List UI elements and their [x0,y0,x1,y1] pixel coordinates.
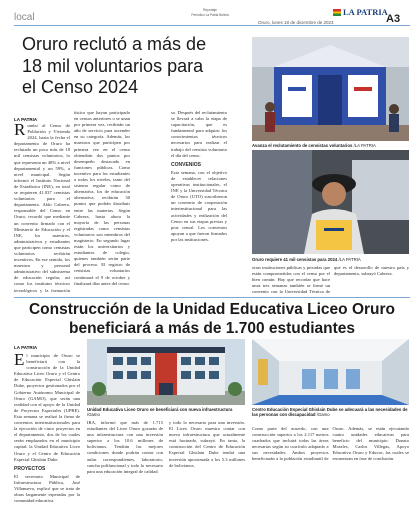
story2-byline: LA PATRIA [14,345,38,350]
story2-column-1-text-2: El secretario Municipal de Infraestructura Pública, José Villanueva, explicó que se trata de obras largamente esperadas por la comunidad educativa. [14,473,80,504]
logo-flag-icon [333,9,341,16]
story1-column-3 [171,110,227,293]
liceo-building-image [87,339,245,405]
story2-column-3-text: y todo lo necesario para una inversión. El Liceo Oruro muestra contar con nueva infraestructura que actualmente está hacinado, subrayó. En tanto, la construcción del Centro de Educación Especial Ghislain Dube tendrá una inversión aproximada a los 5.3 millones de bolivianos. [169,420,245,468]
story2-photo-ghislain-caption [252,407,409,418]
story2-photo-liceo [87,339,245,405]
section-label: local [14,12,35,23]
photo4-caption-text: Centro Educación Especial Ghislain Dube se adecuará a las necesidades de las personas con discapacidad [252,407,408,418]
story1-column-3-text-2: Esta semana, con el objetivo de establecer relaciones operativas institucionales, el INE y la Universidad Técnica de Oruro (UTO) suscribieron un convenio de cooperación interinstitucional para las actividades y realización del Censo en sus etapas previas y post censal. Los convenios apoyan a que fueron firmados por las instituciones. [171,169,227,242]
story1-column-5-text: que es el desarrollo de nuestro país y departamento, subrayó Cabrera. [334,265,409,277]
person-photo-image [252,150,409,254]
story1-column-4-text: otras instituciones públicas y privadas que están comprometidas con el censo por el bien común. Hay que recordar que hace unas tres semanas también se firmó un convenio con la Universidad Técnica de [252,265,330,295]
story2-column-1-text: l municipio de Oruro se beneficiará con la construcción de la Unidad Educativa Liceo Oruro y el Centro de Educación Especial Ghislain Dube, proyectos gestionados por el Gobierno Autónomo Municipal de Oruro (GAMO), que serán una realidad con el apoyo de la Unidad de Proyectos Especiales (UPRE). Esta semana se realizó la firma de convenios interinstitucionales para la ejecución de cinco proyectos en el departamento, dos de los cuales serán emplazados en el municipio capital: la Unidad Educativa Liceo Oruro y el Centro de Educación Especial Ghislain Dube. [14,353,80,462]
story2-proyectos-heading: PROYECTOS [14,465,46,472]
booth-photo-image [252,37,409,141]
photo3-caption-text: Unidad Educativa Liceo Oruro se beneficiará con nueva infraestructura [87,407,233,412]
header-center-line2: Periódico La Patria Bolivia [191,13,229,17]
story2-photo-liceo-caption [87,407,245,418]
header-center-info [184,8,236,18]
story1-column-5 [334,265,409,295]
story1-column-1 [14,123,70,293]
story1-photo-person [252,150,409,254]
story2-column-4-text: Como parte del acuerdo, con una construcción superior a los 2.117 metros cuadrados que incluirá todas las áreas necesarias según su currículo adaptado a sus necesidades. Ambos proyectos beneficiarán a la población estudiantil de Oruro. Además, se están ejecutando cuatro unidades educativas para beneficio del municipio: Donato Morales, Carlos Villegas, Apoyo Educativo Oruro y Eduvac, las cuales se encuentran en fase de conclusión. [252,426,409,462]
story1-column-2 [74,110,130,293]
story1-photo-booth-caption [252,143,409,148]
story1-column-4 [252,265,330,295]
photo2-caption-text: Oruro requiere 41 mil censistas para 2024 [252,257,338,262]
story1-convenios-heading: CONVENIOS [171,161,202,168]
story2-dropcap: E [14,353,25,369]
story1-headline: Oruro reclutó a más de 18 mil voluntarios para el Censo 2024 [22,34,207,97]
story2-column-4 [252,426,409,525]
story2-column-2-text: IRA, informó que más de 1.715 estudiantes del Liceo Oruro gozarán de una infraestructura con una inversión superior a los 10.6 millones de bolivianos. Tendrán las mejores condiciones donde podrán contar con aulas correspondientes, laboratorio, cancha polifuncional y todo lo necesario para una educación integral de calidad. [87,420,163,474]
photo1-caption-text: Avanza el reclutamiento de censistas voluntarios [252,143,353,148]
photo4-credit: /Gamo [316,412,330,418]
story-divider [14,297,410,298]
story1-photo-person-caption [252,257,409,262]
issue-date: Oruro, lunes 18 de diciembre de 2023 [258,20,334,25]
story2-headline: Construcción de la Unidad Educativa Liceo Oruro beneficiará a más de 1.700 estudiantes [28,301,396,337]
header-divider [14,25,410,26]
page-number: A3 [386,13,401,25]
photo2-credit: /LA PATRIA [338,257,361,262]
story1-column-1-text: umbo al Censo de Población y Vivienda 2024, hasta la fecha el departamento de Oruro ha reclutado un poco más de 18 mil censistas voluntarios, lo que representa un 48% a nivel departamental y un 59%, a nivel municipal. Según informó el Instituto Nacional de Estadística (INE), en total se requieren 41.037 censistas voluntarios para el departamento. Aldo Cabrera, responsable del Censo en Oruro, recordó que mediante un convenio firmado con el Ministerio de Educación y el INE, los maestros, administrativos y estudiantes que participen como censistas voluntarios recibirán incentivos. En ese sentido, los maestros y personal administrativo del subsistema de educación regular, así como los institutos técnicos tecnológicos y la formación [14,123,70,293]
story1-column-2-text: tística que hayan participado en censos anteriores o se unan por primera vez, recibirán un año de servicio para ascender en su categoría. Además, los maestros que participen por primera vez en el censo obtendrán dos puntos por desempeño destacado en funciones públicas. Como incentivo para los estudiantes a todos los niveles, tanto del sistema regular como de alternativa, los de educación alternativa, recibirán 30 puntos que podrán distribuir entre las materias. Según Cabrera, hasta ahora la mayoría de las personas registradas como censistas voluntarios son miembros del magisterio. En segundo lugar están los universitarios y estudiantes de colegio, quienes también serán parte del proceso. El registro de censistas voluntarios continuará el 9 de octubre y finalizará días antes del censo. [74,110,130,286]
ghislain-interior-image [252,339,409,405]
header-center-line1: Reportaje [203,8,217,12]
story1-column-3-text: so. Después del reclutamiento se llevará a cabo la etapa de capacitación, que es fundamental para adquirir los conocimientos técnicos necesarios para realizar el trabajo del censista voluntario el día del censo. [171,110,227,158]
story2-photo-ghislain [252,339,409,405]
newspaper-logo [333,7,388,17]
story2-column-1 [14,353,80,525]
story1-dropcap: R [14,123,26,139]
photo3-credit: /Gamo [87,412,100,418]
story2-column-3 [169,420,245,525]
newspaper-name: LA PATRIA [343,7,388,17]
photo1-credit: /LA PATRIA [353,143,376,148]
story2-column-2 [87,420,163,525]
story1-photo-booth [252,37,409,141]
story1-byline: LA PATRIA [14,117,38,122]
page-header [0,0,420,30]
